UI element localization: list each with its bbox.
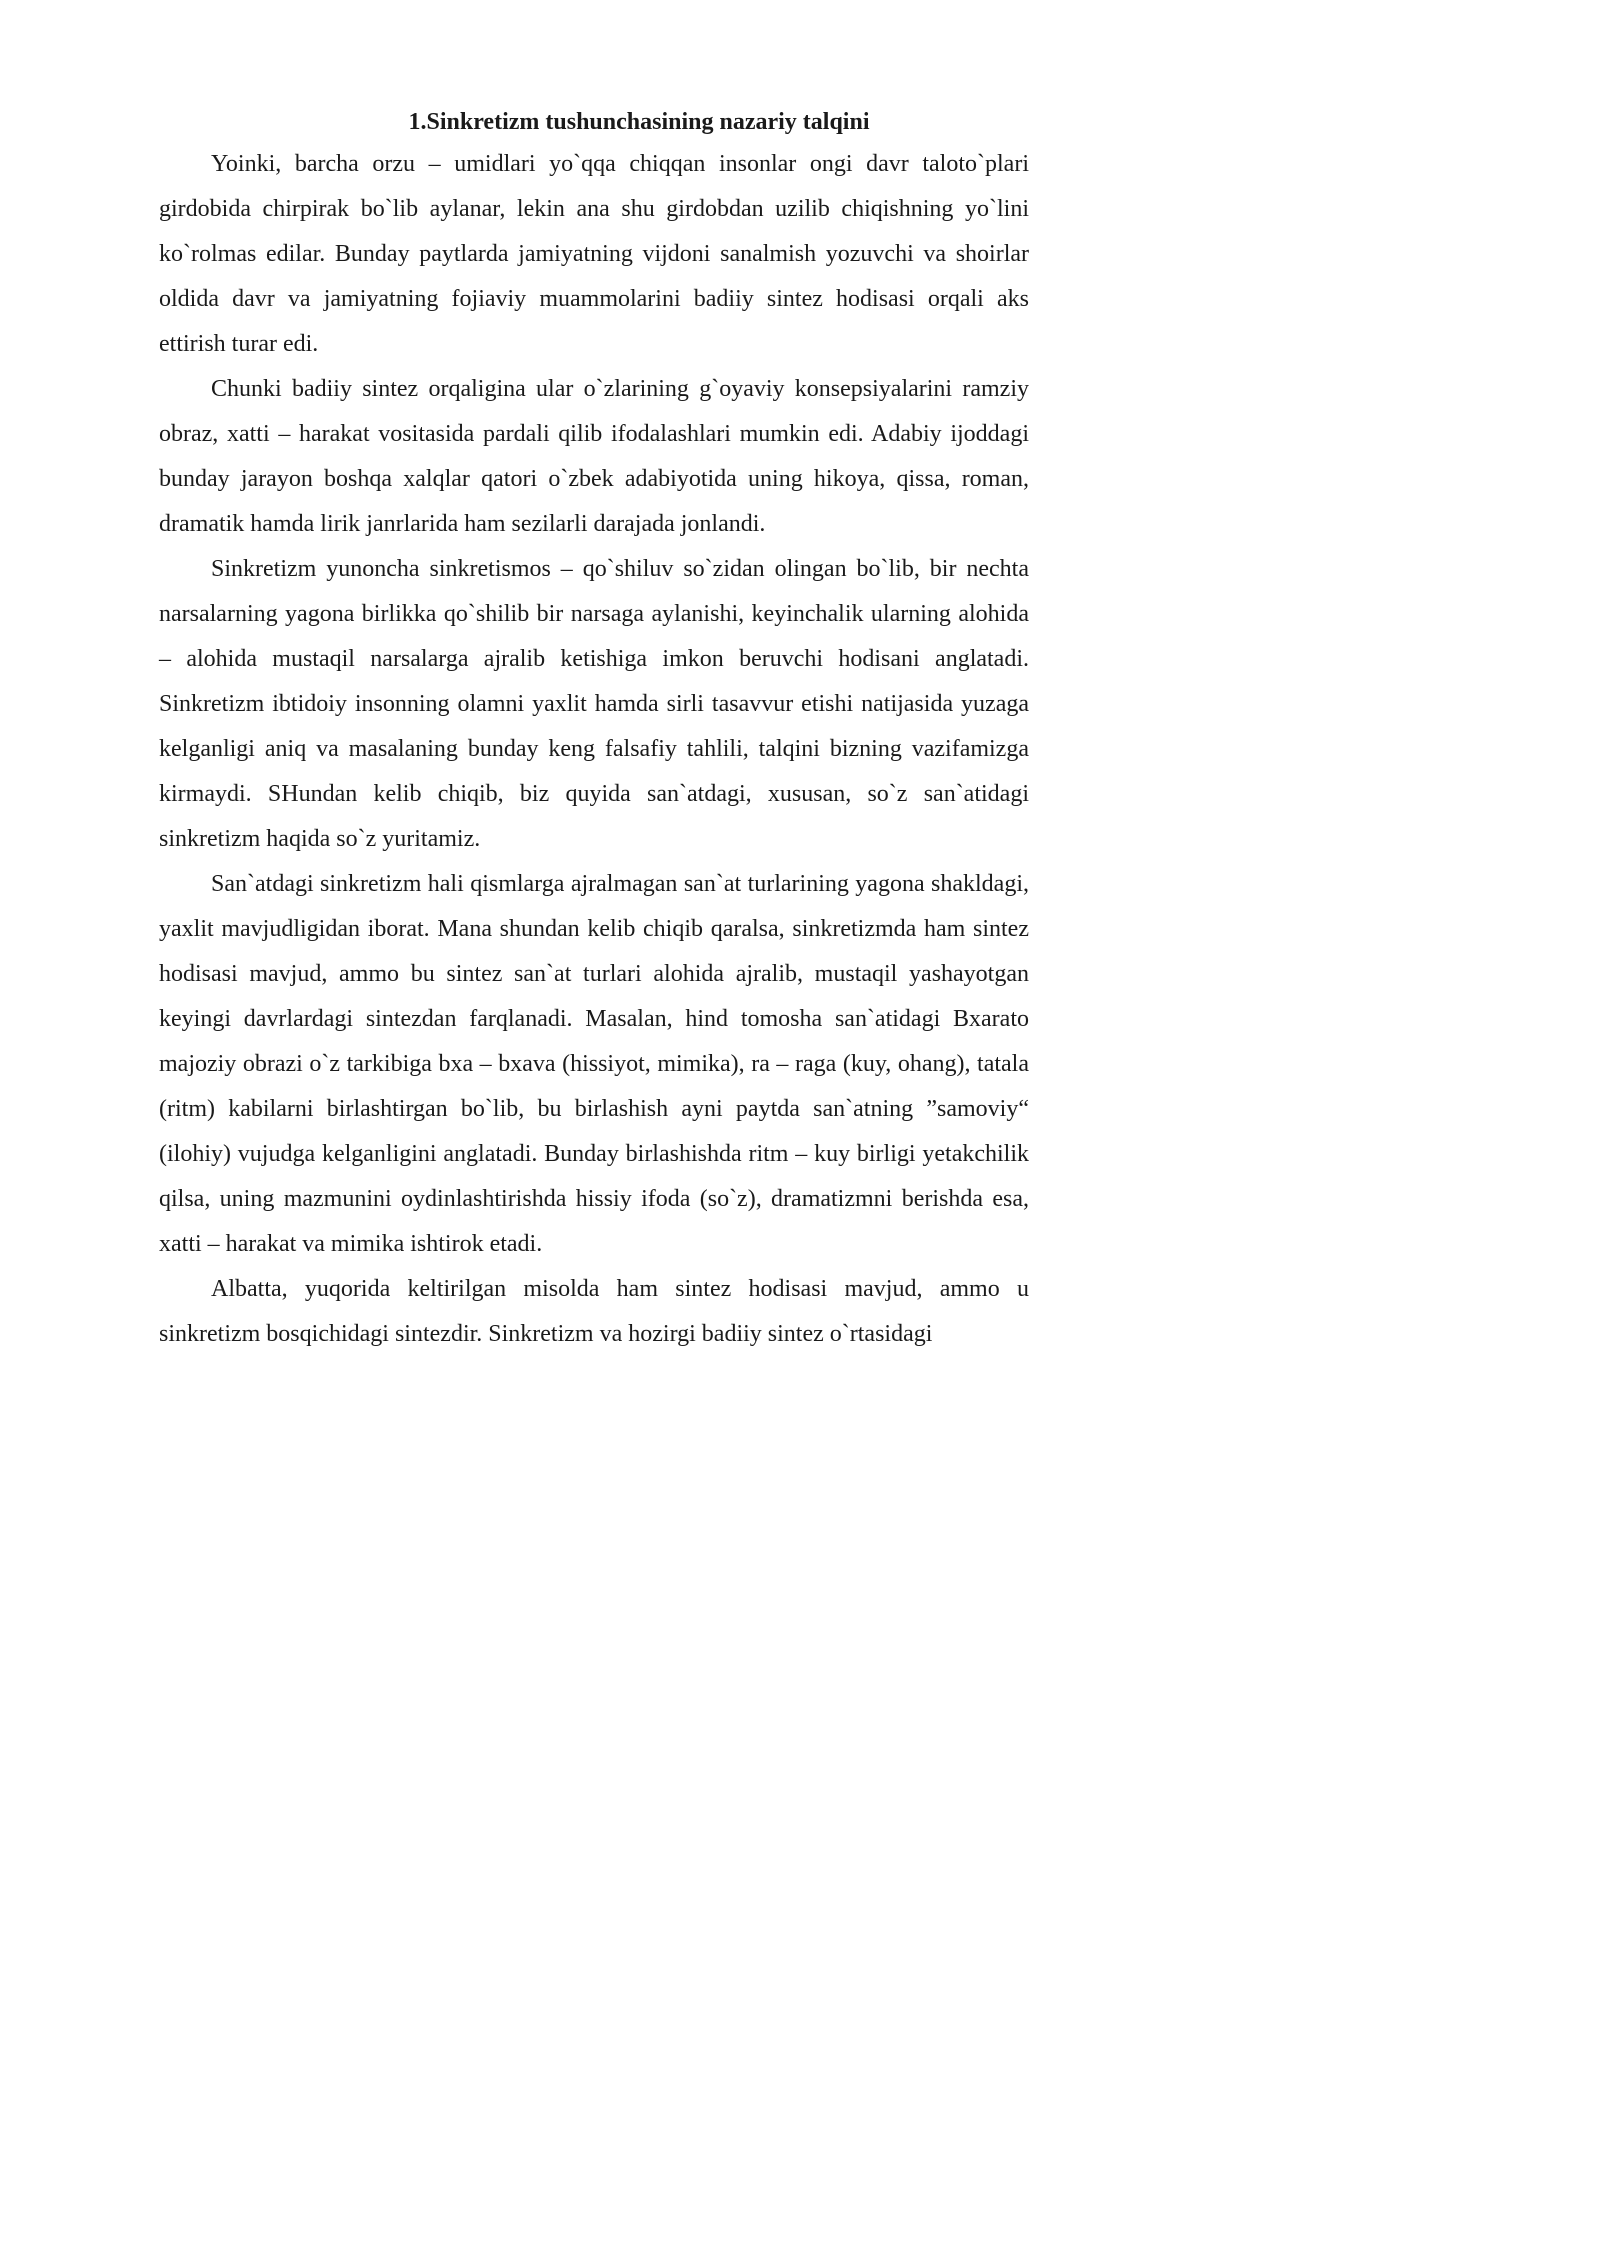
document-body: [159, 102, 1029, 1357]
paragraph: Albatta, yuqorida keltirilgan misolda ham sintez hodisasi mavjud, ammo u sinkretizm bosqichidagi sintezdir. Sinkretizm va hozirgi badiiy sintez o`rtasidagi: [159, 1276, 1029, 1347]
section-title: 1.Sinkretizm tushunchasining nazariy talqini: [408, 109, 870, 135]
paragraph: Chunki badiiy sintez orqaligina ular o`zlarining g`oyaviy konsepsiyalarini ramziy obraz, xatti – harakat vositasida pardali qilib ifodalashlari mumkin edi. Adabiy ijoddagi bunday jarayon boshqa xalqlar qatori o`zbek adabiyotida uning hikoya, qissa, roman, dramatik hamda lirik janrlarida ham sezilarli darajada jonlandi.: [159, 376, 1029, 537]
document-page: [0, 0, 1100, 1555]
paragraph: Sinkretizm yunoncha sinkretismos – qo`shiluv so`zidan olingan bo`lib, bir nechta narsalarning yagona birlikka qo`shilib bir narsaga aylanishi, keyinchalik ularning alohida – alohida mustaqil narsalarga ajralib ketishiga imkon beruvchi hodisani anglatadi. Sinkretizm ibtidoiy insonning olamni yaxlit hamda sirli tasavvur etishi natijasida yuzaga kelganligi aniq va masalaning bunday keng falsafiy tahlili, talqini bizning vazifamizga kirmaydi. SHundan kelib chiqib, biz quyida san`atdagi, xususan, so`z san`atidagi sinkretizm haqida so`z yuritamiz.: [159, 556, 1029, 852]
paragraph: San`atdagi sinkretizm hali qismlarga ajralmagan san`at turlarining yagona shakldagi, yaxlit mavjudligidan iborat. Mana shundan kelib chiqib qaralsa, sinkretizmda ham sintez hodisasi mavjud, ammo bu sintez san`at turlari alohida ajralib, mustaqil yashayotgan keyingi davrlardagi sintezdan farqlanadi. Masalan, hind tomosha san`atidagi Bxarato majoziy obrazi o`z tarkibiga bxa – bxava (hissiyot, mimika), ra – raga (kuy, ohang), tatala (ritm) kabilarni birlashtirgan bo`lib, bu birlashish ayni paytda san`atning ”samoviy“ (ilohiy) vujudga kelganligini anglatadi. Bunday birlashishda ritm – kuy birligi yetakchilik qilsa, uning mazmunini oydinlashtirishda hissiy ifoda (so`z), dramatizmni berishda esa, xatti – harakat va mimika ishtirok etadi.: [159, 871, 1029, 1257]
paragraph: Yoinki, barcha orzu – umidlari yo`qqa chiqqan insonlar ongi davr taloto`plari girdobida chirpirak bo`lib aylanar, lekin ana shu girdobdan uzilib chiqishning yo`lini ko`rolmas edilar. Bunday paytlarda jamiyatning vijdoni sanalmish yozuvchi va shoirlar oldida davr va jamiyatning fojiaviy muammolarini badiiy sintez hodisasi orqali aks ettirish turar edi.: [159, 151, 1029, 357]
